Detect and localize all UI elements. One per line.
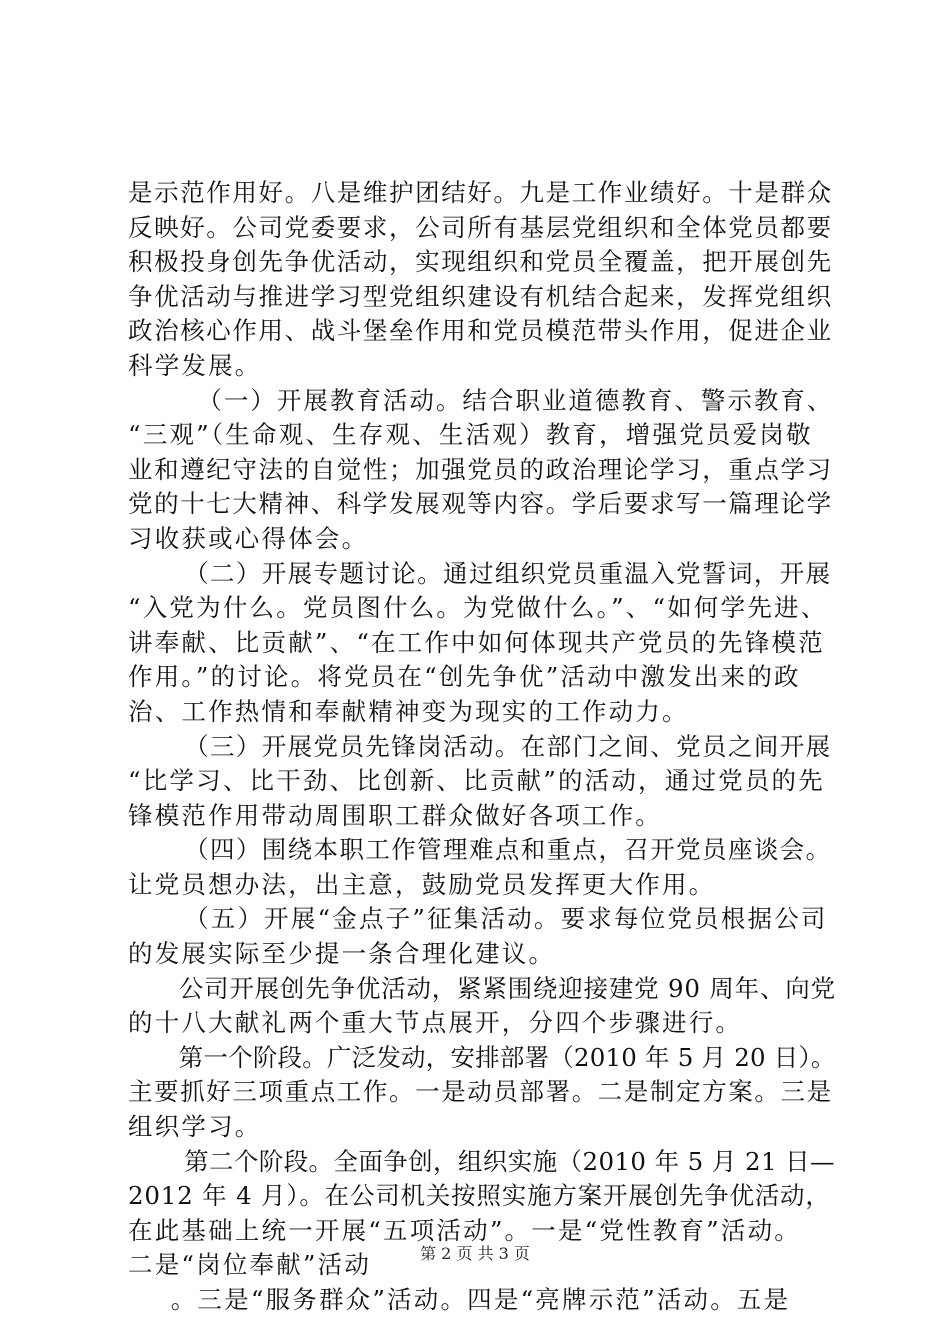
document-body — [128, 176, 836, 1318]
text-line: 政治核心作用、战斗堡垒作用和党员模范带头作用，促进企业 — [128, 316, 833, 346]
text-line: “三观”（生命观、生存观、生活观）教育，增强党员爱岗敬 — [128, 420, 813, 450]
text-line: 锋模范作用带动周围职工群众做好各项工作。 — [128, 800, 662, 830]
text-line: （二）开展专题讨论。通过组织党员重温入党誓词，开展 — [184, 558, 832, 588]
text-line: 第二个阶段。全面争创，组织实施（2010 年 5 月 21 日— — [184, 1146, 835, 1176]
text-line: 讲奉献、比贡献”、“在工作中如何体现共产党员的先锋模范 — [128, 627, 825, 657]
text-line: 科学发展。 — [128, 350, 262, 380]
text-line: 业和遵纪守法的自觉性；加强党员的政治理论学习，重点学习 — [128, 454, 833, 484]
text-line: 治、工作热情和奉献精神变为现实的工作动力。 — [128, 696, 689, 726]
text-line: 。三是“服务群众”活动。四是“亮牌示范”活动。五是 — [170, 1285, 791, 1314]
text-line: 的发展实际至少提一条合理化建议。 — [128, 939, 556, 969]
text-line: 的十八大献礼两个重大节点展开，分四个步骤进行。 — [128, 1008, 743, 1038]
text-line: 主要抓好三项重点工作。一是动员部署。二是制定方案。三是 — [128, 1077, 833, 1107]
page-footer: 第 2 页 共 3 页 — [420, 1244, 530, 1263]
text-line: （三）开展党员先锋岗活动。在部门之间、党员之间开展 — [184, 731, 832, 761]
text-line: （一）开展教育活动。结合职业道德教育、警示教育、 — [197, 385, 834, 415]
text-line: 积极投身创先争优活动，实现组织和党员全覆盖，把开展创先 — [128, 247, 833, 277]
text-line: （四）围绕本职工作管理难点和重点，召开党员座谈会。 — [184, 835, 832, 865]
text-line: “入党为什么。党员图什么。为党做什么。”、“如何学先进、 — [128, 593, 828, 623]
text-line: 反映好。公司党委要求，公司所有基层党组织和全体党员都要 — [128, 212, 833, 242]
text-line: （五）开展“金点子”征集活动。要求每位党员根据公司 — [184, 904, 828, 934]
text-line: “比学习、比干劲、比创新、比贡献”的活动，通过党员的先 — [128, 766, 825, 796]
text-line: 是示范作用好。八是维护团结好。九是工作业绩好。十是群众 — [128, 178, 833, 207]
text-line: 组织学习。 — [128, 1112, 262, 1142]
text-line: 党的十七大精神、科学发展观等内容。学后要求写一篇理论学 — [128, 489, 833, 519]
text-line: 争优活动与推进学习型党组织建设有机结合起来，发挥党组织 — [128, 281, 833, 311]
text-line: 让党员想办法，出主意，鼓励党员发挥更大作用。 — [128, 869, 716, 899]
text-line: 在此基础上统一开展“五项活动”。一是“党性教育”活动。 — [128, 1215, 801, 1245]
text-line: 第一个阶段。广泛发动，安排部署（2010 年 5 月 20 日）。 — [178, 1042, 836, 1072]
text-line: 作用。”的讨论。将党员在“创先争优”活动中激发出来的政 — [128, 662, 801, 692]
text-line: 公司开展创先争优活动，紧紧围绕迎接建党 90 周年、向党 — [178, 973, 836, 1003]
text-line: 二是“岗位奉献”活动 — [128, 1250, 372, 1280]
text-line: 习收获或心得体会。 — [128, 523, 369, 553]
text-line: 2012 年 4 月）。在公司机关按照实施方案开展创先争优活动， — [128, 1181, 831, 1211]
